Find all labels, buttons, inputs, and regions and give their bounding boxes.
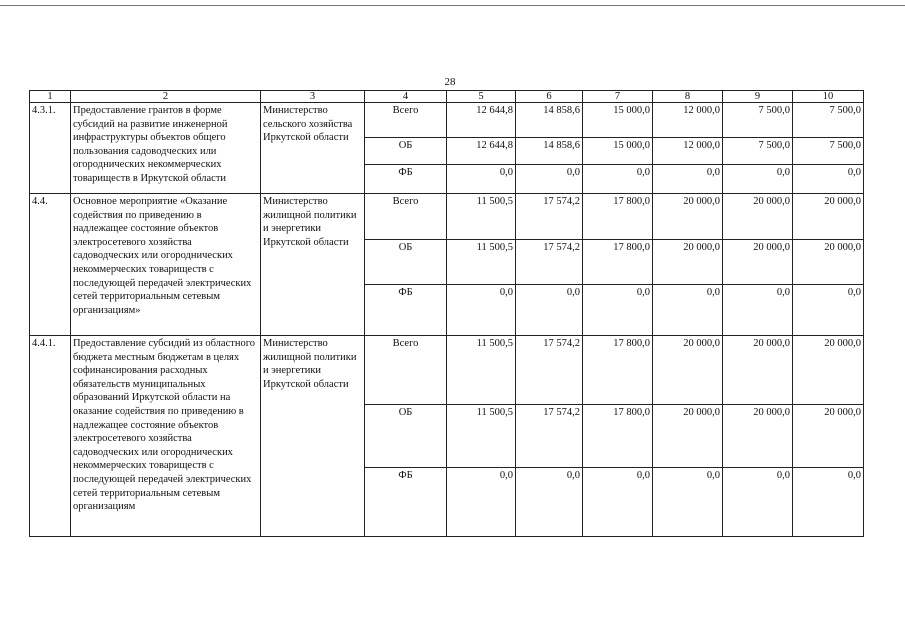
column-number: 9 <box>723 91 793 103</box>
amount-cell: 14 858,6 <box>516 138 583 165</box>
funding-source: ОБ <box>365 240 447 285</box>
amount-cell: 0,0 <box>516 285 583 336</box>
amount-cell: 20 000,0 <box>653 194 723 240</box>
amount-cell: 20 000,0 <box>793 194 864 240</box>
funding-source: ОБ <box>365 405 447 468</box>
amount-cell: 15 000,0 <box>583 103 653 138</box>
column-number: 5 <box>447 91 516 103</box>
amount-cell: 20 000,0 <box>723 405 793 468</box>
amount-cell: 20 000,0 <box>723 240 793 285</box>
amount-cell: 12 644,8 <box>447 103 516 138</box>
item-executor: Министерство жилищной политики и энергетики Иркутской области <box>261 336 365 537</box>
amount-cell: 20 000,0 <box>723 336 793 405</box>
amount-cell: 11 500,5 <box>447 405 516 468</box>
amount-cell: 0,0 <box>583 165 653 194</box>
amount-cell: 17 800,0 <box>583 336 653 405</box>
amount-cell: 11 500,5 <box>447 240 516 285</box>
amount-cell: 7 500,0 <box>793 103 864 138</box>
amount-cell: 0,0 <box>793 468 864 537</box>
amount-cell: 17 574,2 <box>516 405 583 468</box>
amount-cell: 12 000,0 <box>653 138 723 165</box>
amount-cell: 17 574,2 <box>516 194 583 240</box>
table-row <box>30 336 864 405</box>
amount-cell: 14 858,6 <box>516 103 583 138</box>
column-number: 10 <box>793 91 864 103</box>
funding-source: ФБ <box>365 468 447 537</box>
amount-cell: 0,0 <box>516 468 583 537</box>
amount-cell: 20 000,0 <box>793 336 864 405</box>
page-number: 28 <box>444 76 456 88</box>
column-number: 2 <box>71 91 261 103</box>
table-row <box>30 103 864 138</box>
funding-source: Всего <box>365 336 447 405</box>
item-executor: Министерство жилищной политики и энергетики Иркутской области <box>261 194 365 336</box>
item-code: 4.4. <box>30 194 71 336</box>
amount-cell: 20 000,0 <box>653 240 723 285</box>
amount-cell: 12 644,8 <box>447 138 516 165</box>
amount-cell: 0,0 <box>653 285 723 336</box>
item-executor: Министерство сельского хозяйства Иркутской области <box>261 103 365 194</box>
amount-cell: 0,0 <box>447 165 516 194</box>
amount-cell: 11 500,5 <box>447 336 516 405</box>
amount-cell: 15 000,0 <box>583 138 653 165</box>
column-number: 8 <box>653 91 723 103</box>
amount-cell: 20 000,0 <box>723 194 793 240</box>
amount-cell: 12 000,0 <box>653 103 723 138</box>
column-number: 3 <box>261 91 365 103</box>
amount-cell: 0,0 <box>583 468 653 537</box>
amount-cell: 20 000,0 <box>793 240 864 285</box>
column-number-row <box>30 91 864 103</box>
column-number: 4 <box>365 91 447 103</box>
item-name: Основное мероприятие «Оказание содействия по приведению в надлежащее состояние объектов электросетевого хозяйства садоводческих или огороднических некоммерческих товариществ с последующей передачей электрических сетей территориальным сетевым организациям» <box>71 194 261 336</box>
column-number: 1 <box>30 91 71 103</box>
funding-source: Всего <box>365 103 447 138</box>
item-code: 4.3.1. <box>30 103 71 194</box>
amount-cell: 20 000,0 <box>653 405 723 468</box>
item-name: Предоставление субсидий из областного бюджета местным бюджетам в целях софинансирования расходных обязательств муниципальных образований Иркутской области на оказание содействия по приведению в надлежащее состояние объектов электросетевого хозяйства садоводческих или огороднических некоммерческих товариществ с последующей передачей электрических сетей территориальным сетевым организациям <box>71 336 261 537</box>
funding-source: ОБ <box>365 138 447 165</box>
amount-cell: 17 574,2 <box>516 240 583 285</box>
funding-source: ФБ <box>365 285 447 336</box>
amount-cell: 0,0 <box>723 468 793 537</box>
amount-cell: 20 000,0 <box>653 336 723 405</box>
table-row <box>30 194 864 240</box>
amount-cell: 7 500,0 <box>723 138 793 165</box>
amount-cell: 0,0 <box>793 165 864 194</box>
item-name: Предоставление грантов в форме субсидий на развитие инженерной инфраструктуры объектов общего пользования садоводческих или огороднических некоммерческих товариществ в Иркутской области <box>71 103 261 194</box>
amount-cell: 7 500,0 <box>793 138 864 165</box>
scan-edge-line <box>0 5 905 6</box>
column-number: 6 <box>516 91 583 103</box>
amount-cell: 0,0 <box>723 165 793 194</box>
column-number: 7 <box>583 91 653 103</box>
amount-cell: 0,0 <box>793 285 864 336</box>
amount-cell: 0,0 <box>653 468 723 537</box>
amount-cell: 0,0 <box>516 165 583 194</box>
funding-source: Всего <box>365 194 447 240</box>
amount-cell: 0,0 <box>583 285 653 336</box>
amount-cell: 0,0 <box>447 285 516 336</box>
amount-cell: 17 574,2 <box>516 336 583 405</box>
item-code: 4.4.1. <box>30 336 71 537</box>
amount-cell: 17 800,0 <box>583 240 653 285</box>
amount-cell: 17 800,0 <box>583 194 653 240</box>
amount-cell: 17 800,0 <box>583 405 653 468</box>
funding-table <box>29 90 864 537</box>
amount-cell: 20 000,0 <box>793 405 864 468</box>
amount-cell: 0,0 <box>653 165 723 194</box>
funding-source: ФБ <box>365 165 447 194</box>
amount-cell: 0,0 <box>723 285 793 336</box>
amount-cell: 0,0 <box>447 468 516 537</box>
amount-cell: 11 500,5 <box>447 194 516 240</box>
amount-cell: 7 500,0 <box>723 103 793 138</box>
